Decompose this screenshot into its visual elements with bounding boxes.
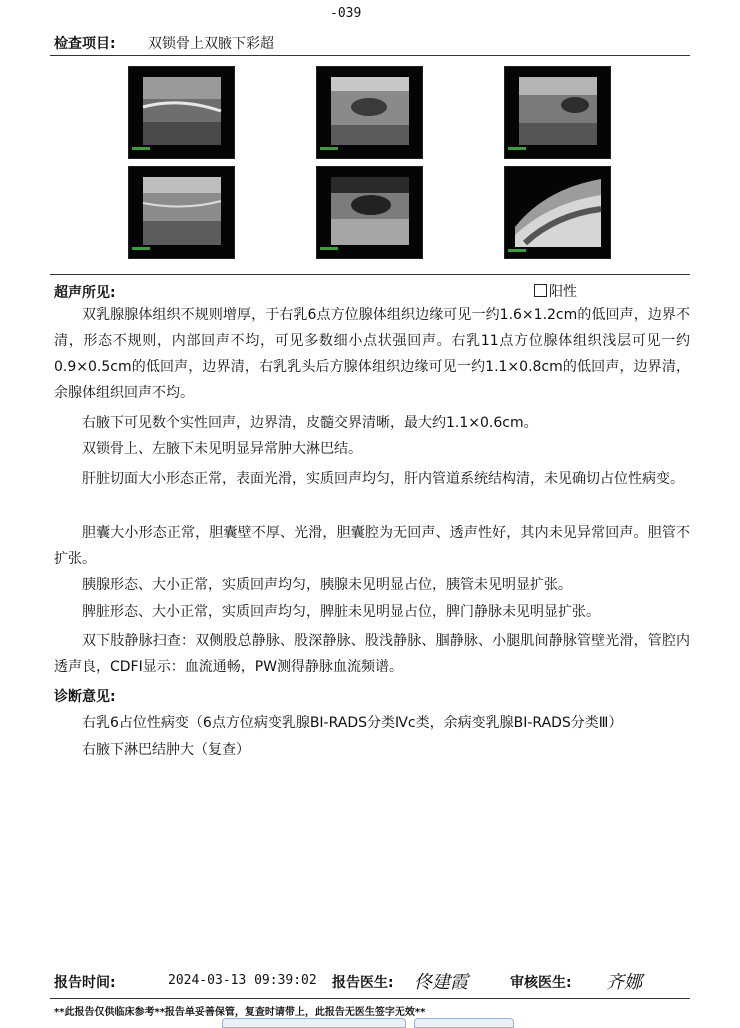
ultrasound-image-grid [128, 66, 612, 262]
review-doctor-signature: 齐娜 [606, 972, 642, 993]
finding-paragraph: 双乳腺腺体组织不规则增厚，于右乳6点方位腺体组织边缘可见一约1.6×1.2cm的低回声，边界不清，形态不规则，内部回声不均，可见多数细小点状强回声。右乳11点方位腺体组织浅层可见一约0.9×0.5cm的低回声，边界清，右乳乳头后方腺体组织边缘可见一约1.1×0.8cm的低回声，边界清，余腺体组织回声不均。 [54, 307, 690, 401]
ultrasound-image-1 [128, 66, 235, 159]
ultrasound-image-5 [316, 166, 423, 259]
bottom-tab-strip [222, 1018, 522, 1024]
finding-paragraph: 双下肢静脉扫查：双侧股总静脉、股深静脉、股浅静脉、腘静脉、小腿肌间静脉管壁光滑，管腔内透声良，CDFI显示：血流通畅，PW测得静脉血流频谱。 [54, 633, 690, 675]
divider [50, 55, 690, 56]
exam-value: 双锁骨上双腋下彩超 [148, 36, 274, 52]
exam-label: 检查项目: [54, 36, 116, 52]
report-time-label: 报告时间: [54, 975, 116, 991]
positive-checkbox-row[interactable] [534, 281, 577, 301]
divider [50, 274, 690, 275]
finding-paragraph: 胰腺形态、大小正常，实质回声均匀，胰腺未见明显占位，胰管未见明显扩张。 [82, 577, 572, 593]
positive-label: 阳性 [549, 284, 577, 300]
report-doctor-signature: 佟建霞 [414, 972, 468, 993]
bottom-tab[interactable] [414, 1018, 514, 1028]
finding-paragraph: 脾脏形态、大小正常，实质回声均匀，脾脏未见明显占位，脾门静脉未见明显扩张。 [82, 604, 600, 620]
report-footer [54, 972, 690, 996]
findings-title: 超声所见: [54, 285, 116, 301]
serial-number: -039 [330, 6, 362, 21]
report-doctor-label: 报告医生: [332, 975, 394, 991]
diagnosis-title: 诊断意见: [54, 689, 116, 705]
report-time-value: 2024-03-13 09:39:02 [168, 973, 317, 988]
divider [50, 998, 690, 999]
diagnosis-item: 右腋下淋巴结肿大（复查） [82, 742, 250, 758]
finding-paragraph: 双锁骨上、左腋下未见明显异常肿大淋巴结。 [82, 441, 362, 457]
diagnosis-item: 右乳6占位性病变（6点方位病变乳腺BI-RADS分类Ⅳc类，余病变乳腺BI-RADS分类Ⅲ） [82, 715, 623, 731]
bottom-tab[interactable] [222, 1018, 406, 1028]
finding-paragraph: 肝脏切面大小形态正常，表面光滑，实质回声均匀，肝内管道系统结构清，未见确切占位性病变。 [82, 471, 684, 487]
ultrasound-image-6 [504, 166, 611, 259]
positive-checkbox[interactable] [534, 284, 547, 297]
ultrasound-image-3 [504, 66, 611, 159]
finding-paragraph: 胆囊大小形态正常，胆囊壁不厚、光滑，胆囊腔为无回声、透声性好，其内未见异常回声。胆管不扩张。 [54, 525, 690, 567]
finding-paragraph: 右腋下可见数个实性回声，边界清，皮髓交界清晰，最大约1.1×0.6cm。 [82, 415, 538, 431]
disclaimer: **此报告仅供临床参考**报告单妥善保管，复查时请带上，此报告无医生签字无效** [54, 1007, 426, 1018]
ultrasound-image-2 [316, 66, 423, 159]
review-doctor-label: 审核医生: [510, 975, 572, 991]
exam-item-row [54, 33, 690, 55]
ultrasound-image-4 [128, 166, 235, 259]
